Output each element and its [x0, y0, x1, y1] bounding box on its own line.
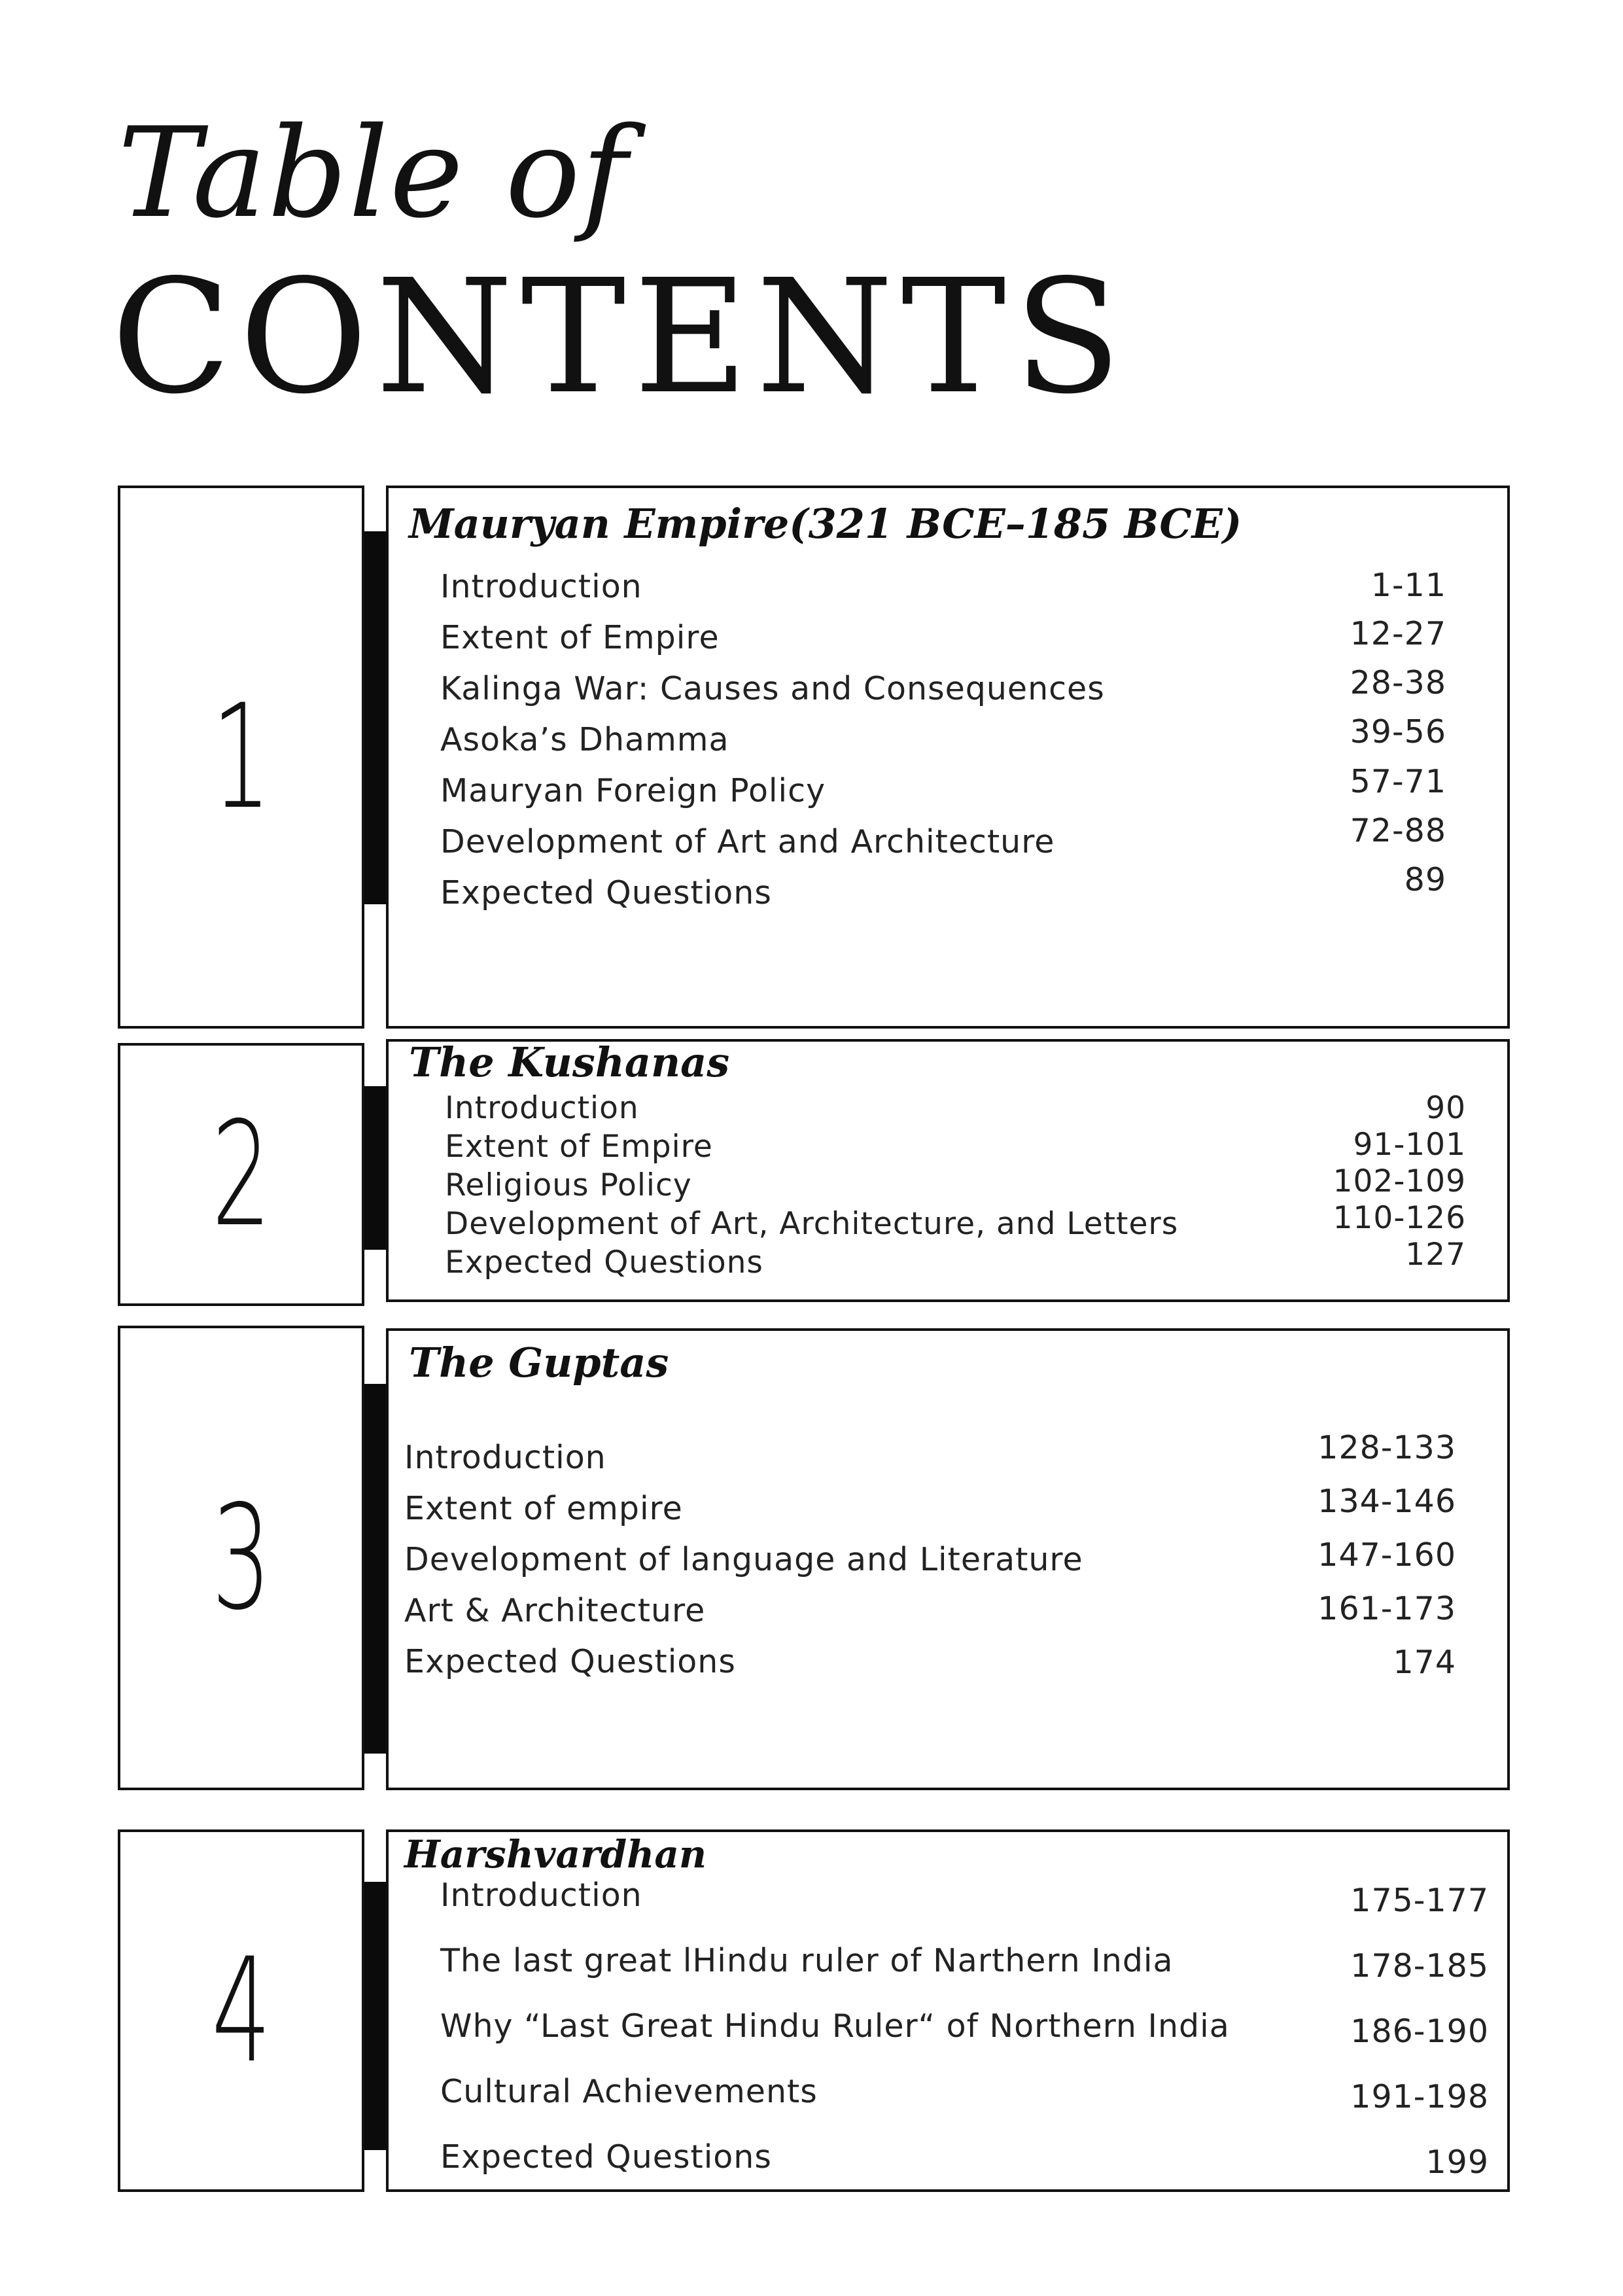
toc-page-range: 199 [1425, 2144, 1489, 2181]
toc-entry: Development of Art and Architecture [440, 823, 1055, 860]
toc-entry: Expected Questions [440, 2138, 772, 2176]
section-title: The Kushanas [409, 1038, 730, 1086]
toc-entry: Extent of Empire [440, 619, 720, 656]
toc-entry: Expected Questions [445, 1245, 763, 1280]
toc-page-range: 186-190 [1350, 2013, 1489, 2050]
section-title: Mauryan Empire(321 BCE–185 BCE) [409, 500, 1242, 548]
toc-entry: Introduction [445, 1090, 639, 1126]
section-number: 4 [211, 1927, 271, 2094]
toc-page-range: 175-177 [1350, 1882, 1489, 1919]
section-number: 1 [211, 673, 271, 841]
toc-page-range: 178-185 [1350, 1947, 1489, 1985]
toc-entry: Development of Art, Architecture, and Letters [445, 1206, 1179, 1242]
toc-entry: The last great lHindu ruler of Narthern India [440, 1942, 1174, 1979]
toc-page-range: 57-71 [1350, 763, 1446, 800]
toc-page-range: 191-198 [1350, 2078, 1489, 2115]
toc-entry: Extent of empire [404, 1490, 683, 1527]
toc-page-range: 161-173 [1318, 1590, 1456, 1627]
toc-page-range: 102-109 [1333, 1163, 1466, 1199]
toc-page-range: 110-126 [1333, 1200, 1466, 1236]
toc-entry: Mauryan Foreign Policy [440, 772, 826, 809]
toc-page-range: 90 [1425, 1090, 1466, 1126]
toc-page-range: 12-27 [1350, 615, 1446, 652]
toc-page-range: 89 [1404, 861, 1446, 898]
section-divider-bar [364, 1384, 388, 1754]
toc-entry: Expected Questions [404, 1643, 736, 1680]
title-script: Table of [118, 101, 629, 245]
section-divider-bar [364, 1086, 388, 1250]
toc-page-range: 91-101 [1353, 1127, 1466, 1163]
toc-entry: Development of language and Literature [404, 1541, 1083, 1578]
section-number: 2 [211, 1091, 271, 1258]
toc-entry: Religious Policy [445, 1167, 692, 1203]
toc-page-range: 28-38 [1350, 664, 1446, 701]
toc-page-range: 39-56 [1350, 713, 1446, 751]
section-number-box-2 [118, 1043, 364, 1306]
toc-entry: Introduction [440, 568, 642, 605]
toc-page-range: 147-160 [1318, 1536, 1456, 1574]
toc-entry: Expected Questions [440, 874, 772, 911]
toc-page-range: 72-88 [1350, 812, 1446, 849]
section-number: 3 [211, 1474, 271, 1642]
toc-page-range: 127 [1405, 1237, 1466, 1273]
section-number-box-3 [118, 1326, 364, 1790]
page-title: CONTENTS [111, 245, 1130, 429]
toc-page-range: 134-146 [1318, 1483, 1456, 1520]
toc-entry: Asoka’s Dhamma [440, 721, 729, 758]
section-title: Harshvardhan [404, 1832, 707, 1877]
section-divider-bar [364, 531, 388, 904]
section-number-box-1 [118, 486, 364, 1029]
toc-page-range: 128-133 [1318, 1429, 1456, 1466]
section-divider-bar [364, 1882, 388, 2150]
section-title: The Guptas [409, 1339, 669, 1386]
section-number-box-4 [118, 1829, 364, 2192]
toc-entry: Why “Last Great Hindu Ruler“ of Northern India [440, 2007, 1230, 2045]
toc-entry: Kalinga War: Causes and Consequences [440, 670, 1105, 707]
toc-page-range: 174 [1393, 1644, 1456, 1681]
toc-entry: Art & Architecture [404, 1592, 706, 1629]
toc-entry: Cultural Achievements [440, 2073, 818, 2110]
toc-entry: Introduction [404, 1439, 606, 1476]
toc-entry: Extent of Empire [445, 1129, 713, 1165]
toc-entry: Introduction [440, 1877, 642, 1914]
toc-page-range: 1-11 [1370, 567, 1446, 604]
